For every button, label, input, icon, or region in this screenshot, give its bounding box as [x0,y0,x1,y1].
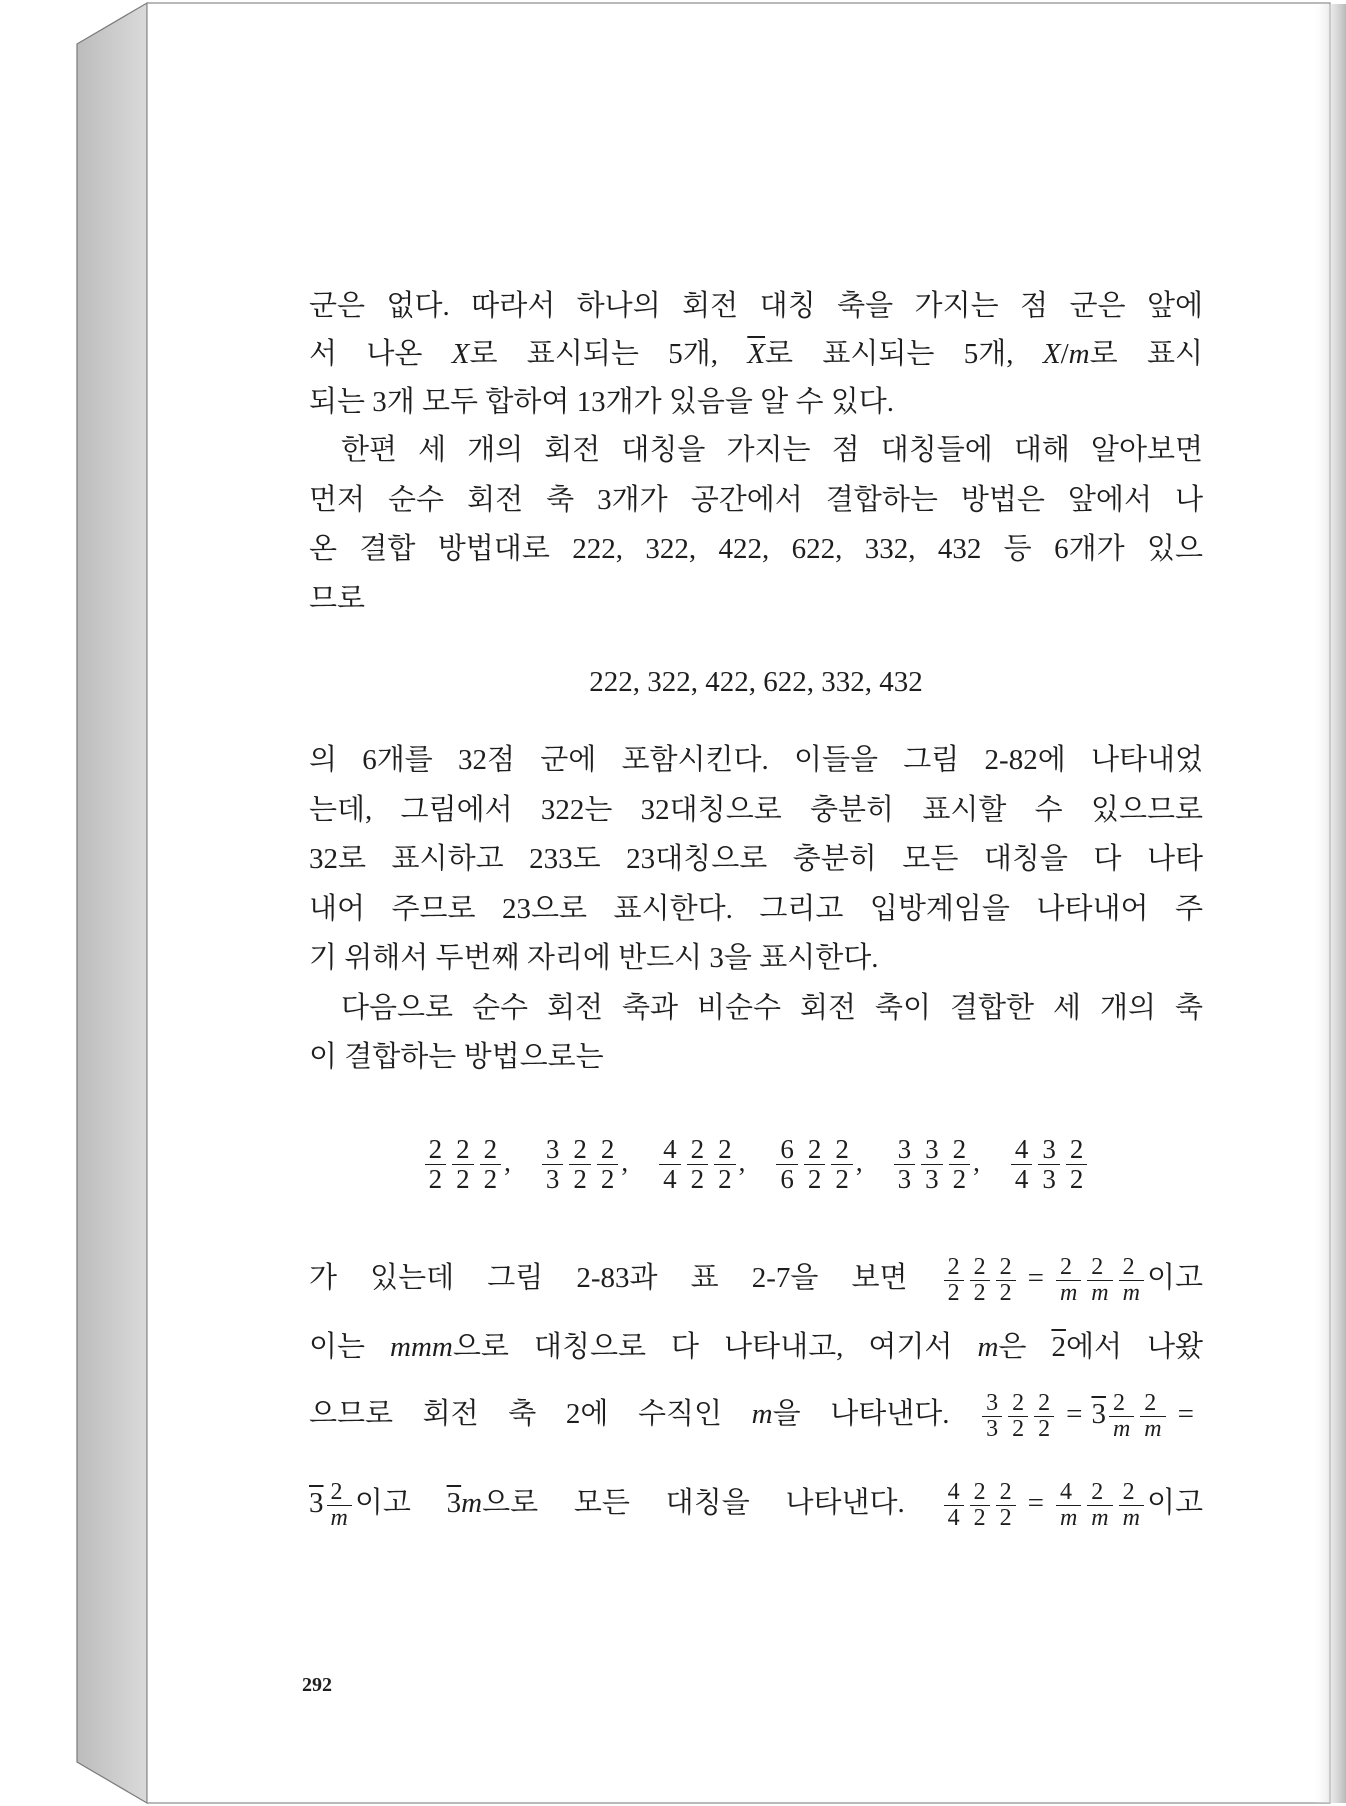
italic-variable-m: m [461,1487,483,1519]
fraction-denominator: m [1091,1504,1109,1531]
fraction-numerator: 2 [1008,1391,1028,1417]
italic-symbol-mmm: mmm [390,1331,453,1363]
fraction-denominator: 2 [947,1279,960,1306]
paragraph-2-line-3: 온 결합 방법대로 222, 322, 422, 622, 332, 432 등 6개가 있으 [309,533,1203,565]
equals-sign: = [1027,1262,1044,1294]
fraction-denominator: 2 [1038,1415,1051,1442]
fraction-numerator: 3 [894,1135,916,1165]
fraction-numerator: 2 [970,1255,990,1281]
fraction-numerator: 3 [542,1135,564,1165]
paragraph-3-line-2: 는데, 그림에서 322는 32대칭으로 충분히 표시할 수 있으므로 [309,794,1203,826]
fraction-numerator: 2 [327,1480,352,1506]
fraction-numerator: 4 [944,1480,964,1506]
fraction-denominator: 3 [986,1415,999,1442]
paragraph-1-line-2 [309,334,1203,374]
paragraph-5-line-3 [309,1384,1203,1444]
fraction [1109,1391,1134,1442]
paragraph-2-line-4: 므로 [309,583,366,615]
symbol-group-5 [891,1127,974,1197]
fraction-denominator: 2 [999,1279,1012,1306]
paragraph-5-line-1 [309,1248,1203,1308]
fraction-denominator: 2 [718,1164,732,1195]
fraction-denominator: 4 [1014,1164,1029,1195]
fraction [1087,1480,1112,1531]
fraction [1140,1391,1165,1442]
fraction-denominator: 2 [690,1164,705,1195]
fraction-numerator: 2 [996,1255,1016,1281]
fraction-denominator: 3 [1042,1164,1056,1195]
fraction-denominator: m [1112,1415,1131,1442]
fraction [542,1135,564,1194]
fraction [1034,1391,1054,1442]
fraction [996,1255,1016,1306]
fraction-denominator: 4 [947,1504,960,1531]
paragraph-3-line-3: 32로 표시하고 233도 23대칭으로 충분히 모든 대칭을 다 나타 [309,843,1203,875]
fraction-numerator: 2 [944,1255,964,1281]
fraction [659,1135,681,1194]
fraction-numerator: 6 [776,1135,798,1165]
fraction [452,1135,474,1194]
symbol-group-6 [1008,1127,1091,1197]
fraction [996,1480,1016,1531]
fraction-denominator: m [1122,1279,1140,1306]
italic-variable-x: X [1042,338,1061,370]
fraction-numerator: 2 [452,1135,474,1165]
fraction-numerator: 2 [425,1135,447,1165]
fraction [1038,1135,1060,1194]
fraction-denominator: 2 [483,1164,498,1195]
fraction [1119,1480,1144,1531]
text-run: 은 [998,1331,1052,1363]
paragraph-2-line-1: 한편 세 개의 회전 대칭을 가지는 점 대칭들에 대해 알아보면 [341,434,1203,466]
paragraph-5-line-4 [309,1473,1203,1533]
fraction-numerator: 2 [1034,1391,1054,1417]
fraction [1119,1255,1144,1306]
overbar-symbol-3: 3 [1091,1398,1106,1430]
text-run: 가 있는데 그림 2-83과 표 2-7을 보면 [309,1262,941,1294]
comma: , [504,1147,511,1178]
fraction-numerator: 2 [970,1480,990,1506]
fraction [1008,1391,1028,1442]
fraction [970,1480,990,1531]
fraction-numerator: 3 [1038,1135,1060,1165]
fraction-numerator: 2 [1119,1480,1144,1506]
overbar-variable-x: $\overline{X}$ [747,338,766,370]
fraction-denominator: 2 [1012,1415,1025,1442]
fraction [327,1480,352,1531]
symbol-list [309,1125,1203,1195]
fraction-numerator: 4 [1056,1480,1081,1506]
comma: , [621,1147,629,1178]
italic-variable-m: m [977,1331,999,1363]
fraction-denominator: 4 [663,1164,677,1195]
symbol-group-1 [422,1127,505,1197]
display-list: 222, 322, 422, 622, 332, 432 [589,666,923,698]
text-run: 로 표시되는 5개, [469,338,748,370]
fraction-numerator: 2 [831,1135,853,1165]
italic-variable-m: m [751,1398,773,1430]
symbol-group-3 [656,1127,739,1197]
italic-variable-m: m [1068,338,1090,370]
fraction [687,1135,709,1194]
fraction-denominator: 2 [1069,1164,1084,1195]
text-run: 이고 [1146,1262,1203,1294]
text-run: 으로 대칭으로 다 나타내고, 여기서 [452,1331,978,1363]
fraction-denominator: 2 [428,1164,443,1195]
text-run: 이고 [354,1487,447,1519]
fraction-denominator: m [1144,1415,1162,1442]
fraction-denominator: m [1091,1279,1109,1306]
fraction-numerator: 2 [569,1135,591,1165]
fraction-denominator: 2 [973,1279,986,1306]
fraction [894,1135,916,1194]
fraction-numerator: 2 [1056,1255,1081,1281]
fraction-denominator: m [1059,1279,1078,1306]
fraction [776,1135,798,1194]
fraction-numerator: 2 [480,1135,502,1165]
text-run: 으므로 회전 축 2에 수직인 [309,1398,752,1430]
fraction-denominator: 6 [780,1164,794,1195]
fraction-numerator: 4 [659,1135,681,1165]
paragraph-3-line-4: 내어 주므로 23으로 표시한다. 그리고 입방계임을 나타내어 주 [309,893,1203,925]
fraction-denominator: 3 [545,1164,560,1195]
symbol-group-4 [773,1127,856,1197]
overbar-symbol-3: 3 [446,1487,462,1519]
fraction-denominator: 2 [973,1504,986,1531]
fraction-denominator: 2 [573,1164,587,1195]
fraction-numerator: 2 [1087,1255,1112,1281]
fraction [1056,1480,1081,1531]
text-run: 서 나온 [309,338,452,370]
fraction [1087,1255,1112,1306]
fraction [949,1135,971,1194]
comma: , [738,1147,746,1178]
fraction-denominator: 3 [897,1164,912,1195]
text-run: 이고 [1146,1487,1203,1519]
fraction-numerator: 3 [921,1135,943,1165]
page-number: 292 [302,1674,332,1696]
fraction-denominator: 2 [835,1164,849,1195]
paragraph-1-line-1: 군은 없다. 따라서 하나의 회전 대칭 축을 가지는 점 군은 앞에 [309,290,1203,322]
fraction-numerator: 2 [687,1135,709,1165]
fraction-numerator: 2 [1087,1480,1112,1506]
fraction [982,1391,1002,1442]
fraction-numerator: 2 [804,1135,826,1165]
fraction [714,1135,736,1194]
comma: , [855,1147,863,1178]
fraction-numerator: 2 [714,1135,736,1165]
fraction [480,1135,502,1194]
fraction-denominator: m [1122,1504,1140,1531]
paragraph-4-line-2: 이 결합하는 방법으로는 [309,1041,604,1073]
fraction-numerator: 2 [1140,1391,1165,1417]
overbar-symbol-3: 3 [309,1487,324,1519]
paragraph-2-line-2: 먼저 순수 회전 축 3개가 공간에서 결합하는 방법은 앞에서 나 [309,484,1203,516]
symbol-group-2 [539,1127,622,1197]
fraction-denominator: 3 [925,1164,939,1195]
fraction-numerator: 2 [1119,1255,1144,1281]
fraction-numerator: 2 [1109,1391,1134,1417]
fraction-numerator: 2 [1066,1135,1088,1165]
text-run: 로 표시 [1089,338,1204,370]
text-run: 으로 모든 대칭을 나타낸다. [482,1487,941,1519]
fraction-denominator: m [330,1504,348,1531]
fraction [970,1255,990,1306]
fraction [804,1135,826,1194]
fraction [569,1135,591,1194]
fraction-denominator: 2 [952,1164,967,1195]
fraction [944,1255,964,1306]
paragraph-4-line-1: 다음으로 순수 회전 축과 비순수 회전 축이 결합한 세 개의 축 [341,992,1203,1024]
fraction-denominator: 2 [600,1164,615,1195]
fraction-denominator: 2 [807,1164,822,1195]
fraction [1056,1255,1081,1306]
equals-sign: = [1177,1398,1194,1430]
fraction-denominator: m [1059,1504,1078,1531]
fraction [944,1480,964,1531]
fraction [831,1135,853,1194]
text-run: 이는 [309,1331,391,1363]
paragraph-1-line-3: 되는 3개 모두 합하여 13개가 있음을 알 수 있다. [309,386,894,418]
text-run: 을 나타낸다. [772,1398,980,1430]
fraction [1011,1135,1033,1194]
fraction [425,1135,447,1194]
overbar-symbol-2: 2 [1051,1331,1066,1363]
fraction-numerator: 2 [597,1135,619,1165]
equals-sign: = [1066,1398,1083,1430]
fraction-numerator: 2 [949,1135,971,1165]
fraction-numerator: 3 [982,1391,1002,1417]
fraction-numerator: 4 [1011,1135,1033,1165]
text-run: 로 표시되는 5개, [765,338,1043,370]
equals-sign: = [1027,1487,1044,1519]
fraction [921,1135,943,1194]
paragraph-3-line-1: 의 6개를 32점 군에 포함시킨다. 이들을 그림 2-82에 나타내었 [309,744,1203,776]
fraction-numerator: 2 [996,1480,1016,1506]
fraction [597,1135,619,1194]
italic-variable-x: X [451,338,470,370]
fraction-denominator: 2 [999,1504,1012,1531]
fraction-denominator: 2 [456,1164,470,1195]
fraction [1066,1135,1088,1194]
text-run: 에서 나왔 [1065,1331,1204,1363]
slash: / [1060,338,1069,370]
paragraph-3-line-5: 기 위해서 두번째 자리에 반드시 3을 표시한다. [309,942,879,974]
comma: , [973,1147,980,1178]
paragraph-5-line-2 [309,1327,1203,1367]
